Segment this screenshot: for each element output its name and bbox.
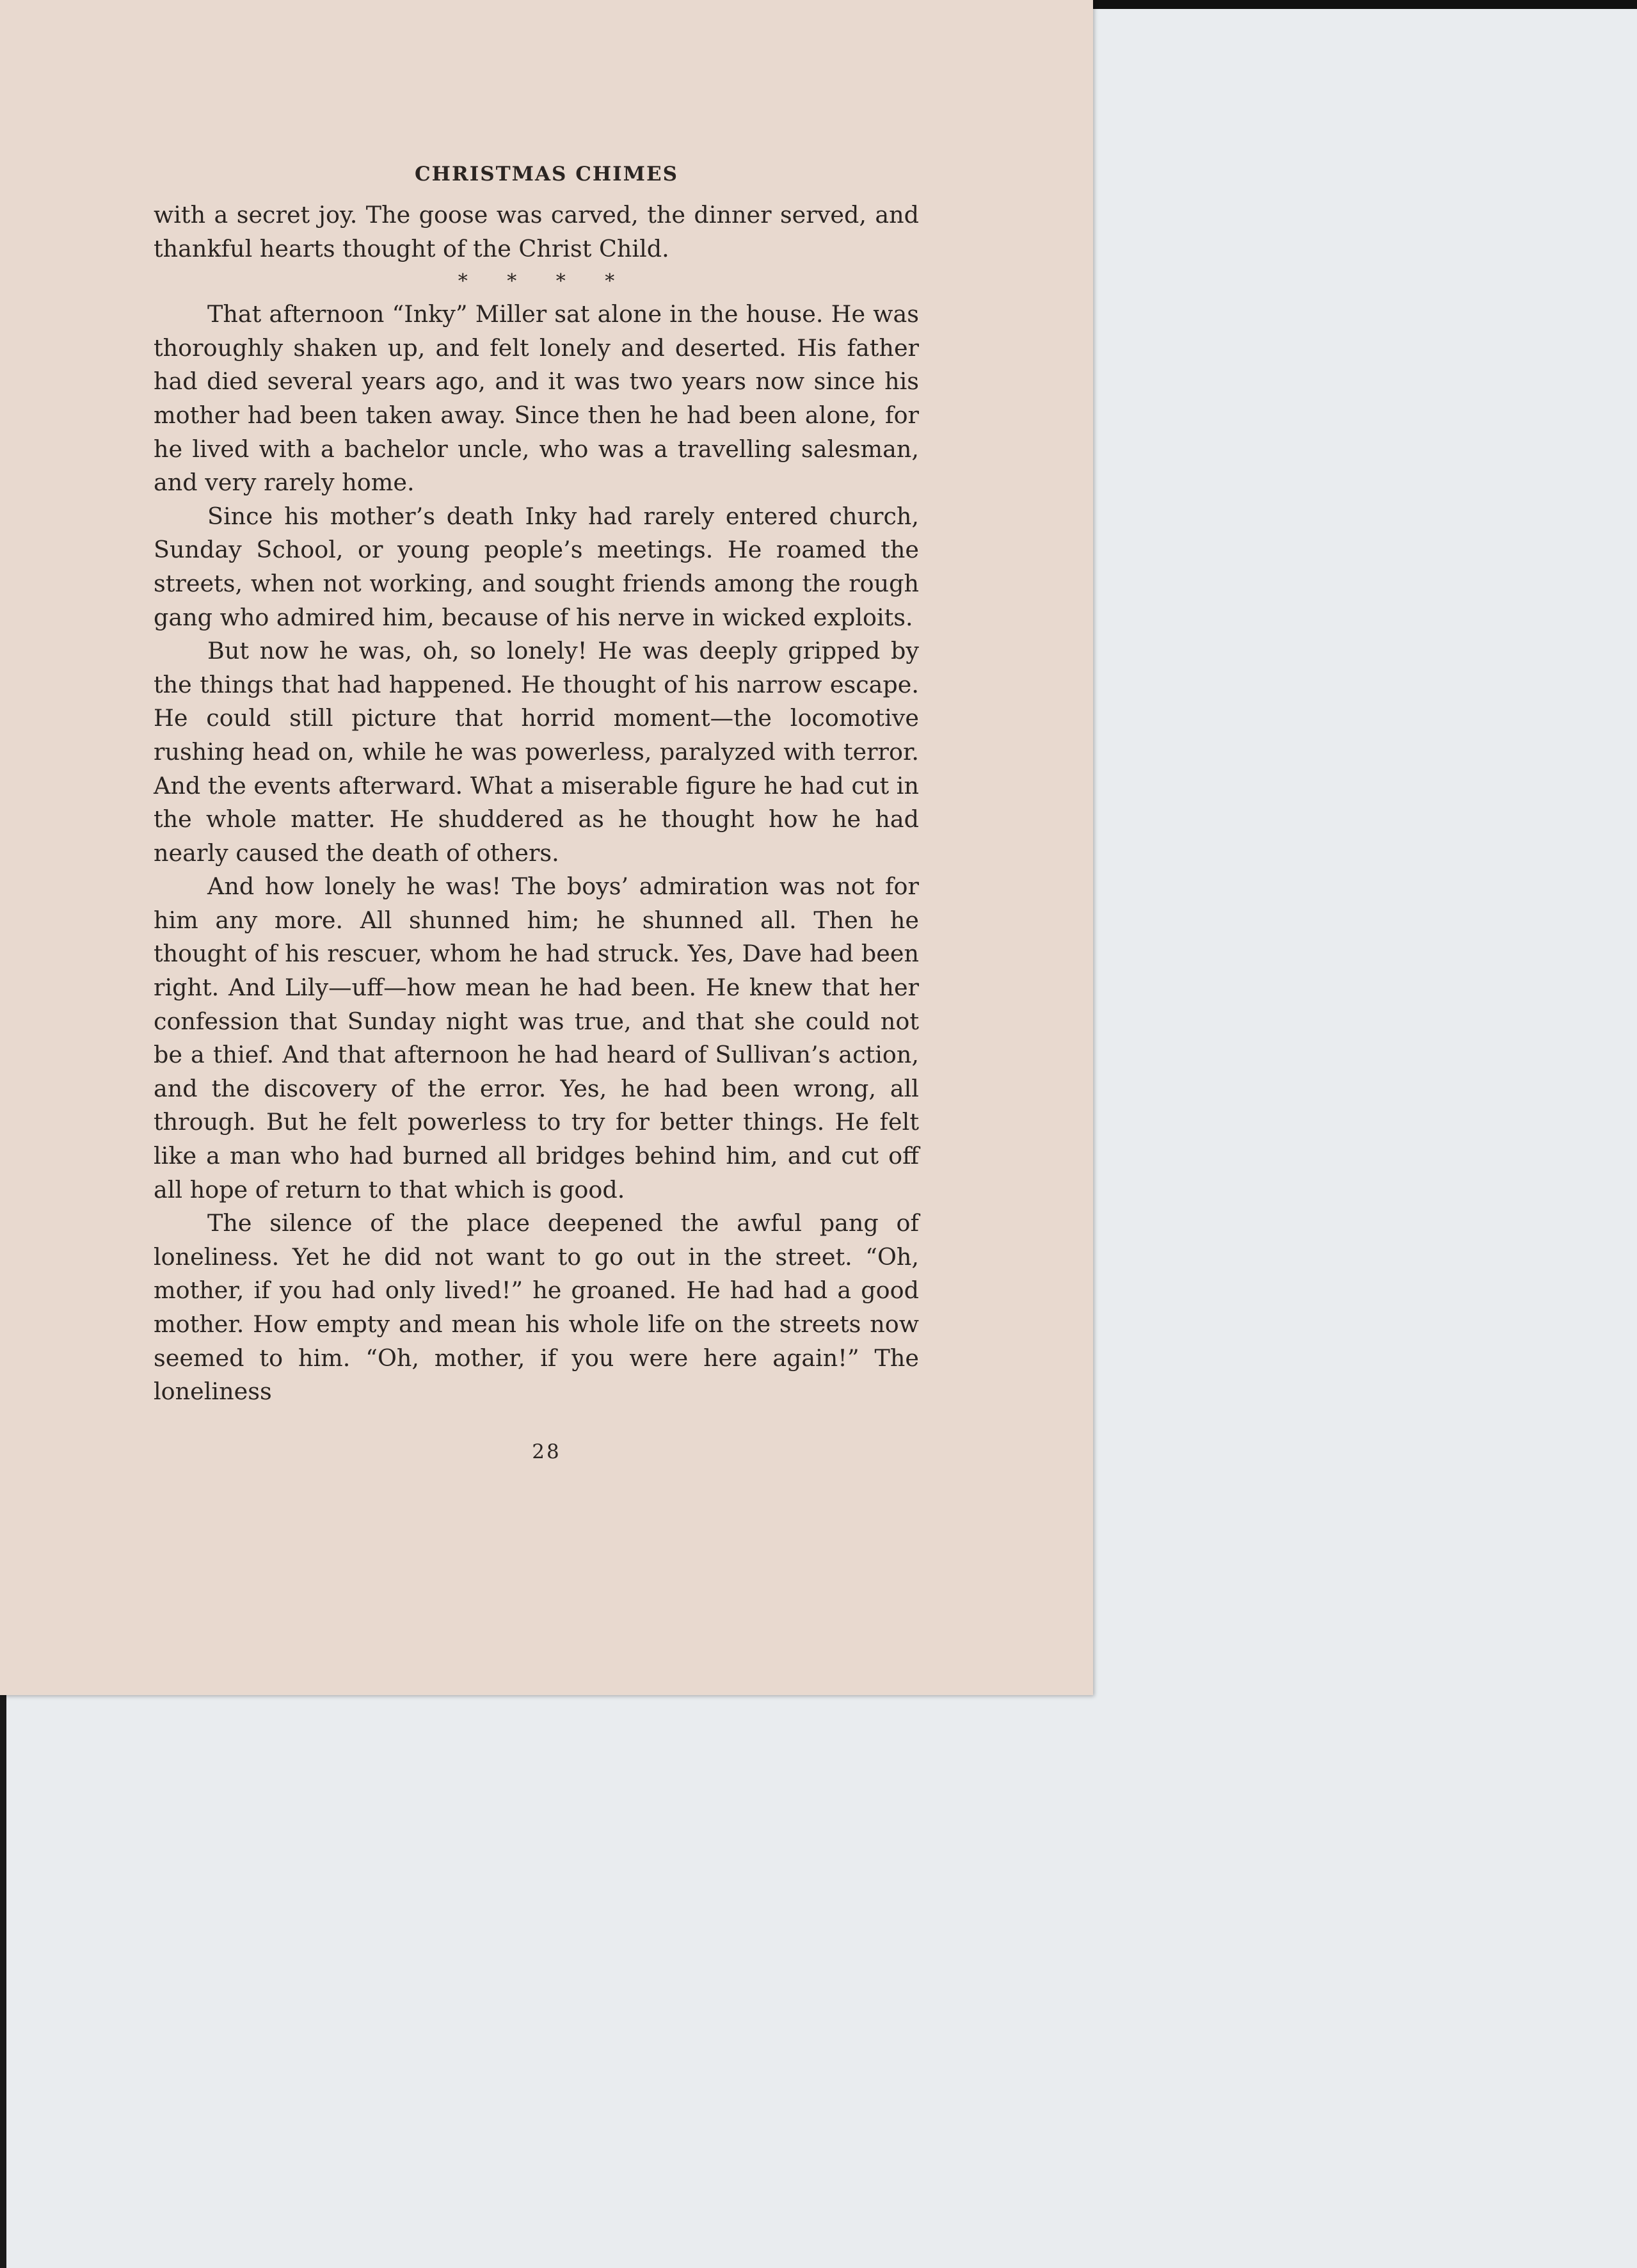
paragraph: Since his mother’s death Inky had rarely entered church, Sunday School, or young people’s meetings. He roamed the streets, when not working, and sought friends among the rough gang who admired him, because of his nerve in wicked exploits. (154, 502, 919, 631)
scanner-edge-left (0, 1690, 6, 2268)
paragraph: But now he was, oh, so lonely! He was deeply gripped by the things that had happened. He thought of his narrow escape. He could still picture that horrid moment—the locomotive rushing head on, while he was powerless, paralyzed with terror. And the events afterward. What a miserable figure he had cut in the whole matter. He shuddered as he thought how he had nearly caused the death of others. (154, 637, 919, 867)
paragraph: That afternoon “Inky” Miller sat alone in the house. He was thoroughly shaken up, and felt lonely and deserted. His father had died several years ago, and it was two years now since his mother had been taken away. Since then he had been alone, for he lived with a bachelor uncle, who was a travelling salesman, and very rarely home. (154, 300, 919, 497)
page-number: 28 (532, 1440, 561, 1463)
book-page (0, 0, 1093, 1695)
paragraph: The silence of the place deepened the awful pang of loneliness. Yet he did not want to go out in the street. “Oh, mother, if you had only lived!” he groaned. He had had a good mother. How empty and mean his whole life on the streets now seemed to him. “Oh, mother, if you were here again!” The loneliness (154, 1209, 919, 1406)
running-head: CHRISTMAS CHIMES (414, 163, 679, 186)
paragraph: And how lonely he was! The boys’ admiration was not for him any more. All shunned him; he shunned all. Then he thought of his rescuer, whom he had struck. Yes, Dave had been right. And Lily—uff—how mean he had been. He knew that her confession that Sunday night was true, and that she could not be a thief. And that afternoon he had heard of Sullivan’s action, and the discovery of the error. Yes, he had been wrong, all through. But he felt powerless to try for better things. He felt like a man who had burned all bridges behind him, and cut off all hope of return to that which is good. (154, 873, 919, 1203)
paragraph-continuation: with a secret joy. The goose was carved, the dinner served, and thankful hearts thought of the Christ Child. (154, 201, 919, 262)
scanner-edge-top (1082, 0, 1637, 9)
section-separator: * * * * (458, 270, 632, 293)
body-text (154, 198, 919, 1409)
